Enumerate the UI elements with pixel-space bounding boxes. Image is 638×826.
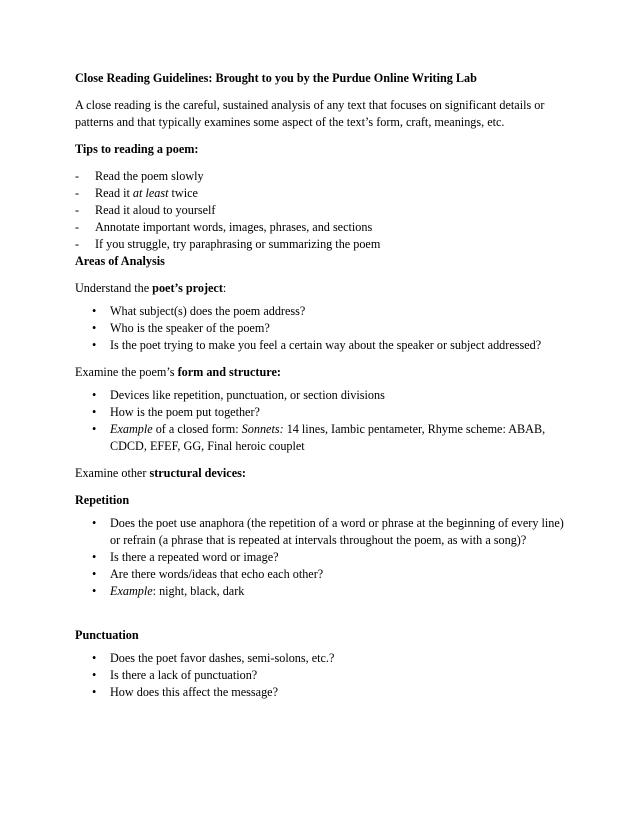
list-item: • Devices like repetition, punctuation, or section divisions: [75, 387, 575, 404]
tips-list: [75, 168, 575, 253]
list-item: - Read it at least twice: [75, 185, 575, 202]
project-list: [75, 303, 575, 354]
list-item: • Are there words/ideas that echo each other?: [75, 566, 575, 583]
punctuation-heading: Punctuation: [75, 628, 139, 642]
list-item: • Does the poet use anaphora (the repetition of a word or phrase at the beginning of every line) or refrain (a phrase that is repeated at intervals throughout the poem, as with a song)?: [75, 515, 575, 549]
list-item: - If you struggle, try paraphrasing or summarizing the poem: [75, 236, 575, 253]
document-title: Close Reading Guidelines: Brought to you by the Purdue Online Writing Lab: [75, 71, 477, 85]
list-item: • Is there a repeated word or image?: [75, 549, 575, 566]
document-body: [75, 70, 575, 711]
list-item: • Is there a lack of punctuation?: [75, 667, 575, 684]
list-item: • Who is the speaker of the poem?: [75, 320, 575, 337]
repetition-heading: Repetition: [75, 493, 130, 507]
list-item: - Read it aloud to yourself: [75, 202, 575, 219]
tips-heading: Tips to reading a poem:: [75, 142, 199, 156]
form-intro: Examine the poem’s form and structure:: [75, 365, 281, 379]
areas-heading: Areas of Analysis: [75, 254, 165, 268]
list-item: - Read the poem slowly: [75, 168, 575, 185]
list-item: • Is the poet trying to make you feel a certain way about the speaker or subject addressed?: [75, 337, 575, 354]
list-item: • How does this affect the message?: [75, 684, 575, 701]
punctuation-list: [75, 650, 575, 701]
repetition-list: [75, 515, 575, 600]
project-intro: Understand the poet’s project:: [75, 281, 227, 295]
list-item: • How is the poem put together?: [75, 404, 575, 421]
list-item: • Example of a closed form: Sonnets: 14 lines, Iambic pentameter, Rhyme scheme: ABAB, CDCD, EFEF, GG, Final heroic couplet: [75, 421, 575, 455]
intro-paragraph: A close reading is the careful, sustained analysis of any text that focuses on significant details or patterns and that typically examines some aspect of the text’s form, craft, meanings, etc.: [75, 98, 545, 129]
structural-intro: Examine other structural devices:: [75, 466, 246, 480]
form-list: [75, 387, 575, 455]
list-item: • Example: night, black, dark: [75, 583, 575, 600]
list-item: • What subject(s) does the poem address?: [75, 303, 575, 320]
list-item: - Annotate important words, images, phrases, and sections: [75, 219, 575, 236]
list-item: • Does the poet favor dashes, semi-solons, etc.?: [75, 650, 575, 667]
